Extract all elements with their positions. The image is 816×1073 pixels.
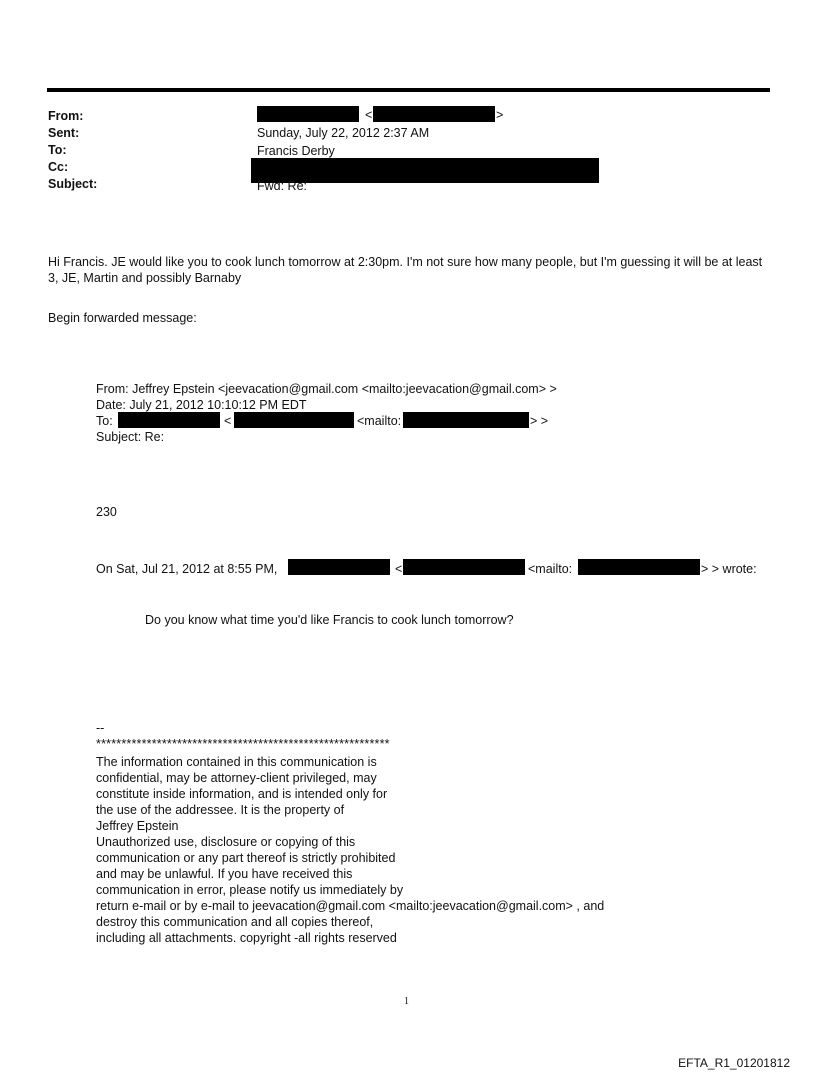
- disclaimer-block: [96, 754, 604, 946]
- signature-stars: **********************************************************: [96, 737, 390, 751]
- cc-label: Cc:: [48, 160, 69, 174]
- subject-label: Subject:: [48, 177, 98, 191]
- footer-doc-id: EFTA_R1_01201812: [678, 1056, 790, 1070]
- on-name-redaction: [288, 559, 390, 575]
- fwd-to-end: > >: [530, 414, 549, 428]
- fwd-to-label: To:: [96, 414, 113, 428]
- disclaimer-line: and may be unlawful. If you have received this: [96, 867, 353, 881]
- on-lt: <: [395, 562, 403, 576]
- from-name-redaction: [257, 106, 359, 122]
- disclaimer-line: including all attachments. copyright -all rights reserved: [96, 931, 397, 945]
- to-value: Francis Derby: [257, 144, 335, 158]
- signature-dashes: --: [96, 721, 105, 735]
- on-wrote-prefix: On Sat, Jul 21, 2012 at 8:55 PM,: [96, 562, 278, 576]
- disclaimer-line: the use of the addressee. It is the property of: [96, 803, 345, 817]
- from-email-redaction: [373, 106, 495, 122]
- fwd-date-line: Date: July 21, 2012 10:10:12 PM EDT: [96, 398, 307, 412]
- from-gt: >: [496, 108, 504, 122]
- disclaimer-line: constitute inside information, and is intended only for: [96, 787, 388, 801]
- on-mailto: <mailto:: [528, 562, 573, 576]
- fwd-to-mailto-redaction: [403, 412, 529, 428]
- page-number: 1: [404, 996, 409, 1007]
- disclaimer-line: Jeffrey Epstein: [96, 819, 179, 833]
- fwd-from-line: From: Jeffrey Epstein <jeevacation@gmail.com <mailto:jeevacation@gmail.com> >: [96, 382, 557, 396]
- sent-label: Sent:: [48, 126, 80, 140]
- disclaimer-line: communication in error, please notify us immediately by: [96, 883, 404, 897]
- fwd-to-email-redaction: [234, 412, 354, 428]
- on-email-redaction: [403, 559, 525, 575]
- forward-intro: Begin forwarded message:: [48, 311, 197, 325]
- header-rule: [47, 88, 770, 92]
- from-label: From:: [48, 109, 84, 123]
- disclaimer-line: communication or any part thereof is strictly prohibited: [96, 851, 396, 865]
- message-body: Hi Francis. JE would like you to cook lunch tomorrow at 2:30pm. I'm not sure how many people, but I'm guessing it will be at least 3, JE, Martin and possibly Barnaby: [48, 255, 763, 285]
- on-wrote-end: > > wrote:: [701, 562, 757, 576]
- sent-value: Sunday, July 22, 2012 2:37 AM: [257, 126, 430, 140]
- fwd-subject-line: Subject: Re:: [96, 430, 165, 444]
- to-label: To:: [48, 143, 67, 157]
- quoted-text: Do you know what time you'd like Francis to cook lunch tomorrow?: [145, 613, 514, 627]
- disclaimer-line: confidential, may be attorney-client privileged, may: [96, 771, 377, 785]
- fwd-to-name-redaction: [118, 412, 220, 428]
- disclaimer-line: return e-mail or by e-mail to jeevacation@gmail.com <mailto:jeevacation@gmail.com> , and: [96, 899, 605, 913]
- from-lt: <: [365, 108, 373, 122]
- on-mailto-redaction: [578, 559, 700, 575]
- disclaimer-line: Unauthorized use, disclosure or copying of this: [96, 835, 356, 849]
- subject-value: Fwd: Re:: [257, 179, 308, 193]
- disclaimer-line: The information contained in this communication is: [96, 755, 377, 769]
- fwd-to-mailto: <mailto:: [357, 414, 402, 428]
- disclaimer-line: destroy this communication and all copies thereof,: [96, 915, 374, 929]
- reply-text: 230: [96, 505, 117, 519]
- fwd-to-lt: <: [224, 414, 232, 428]
